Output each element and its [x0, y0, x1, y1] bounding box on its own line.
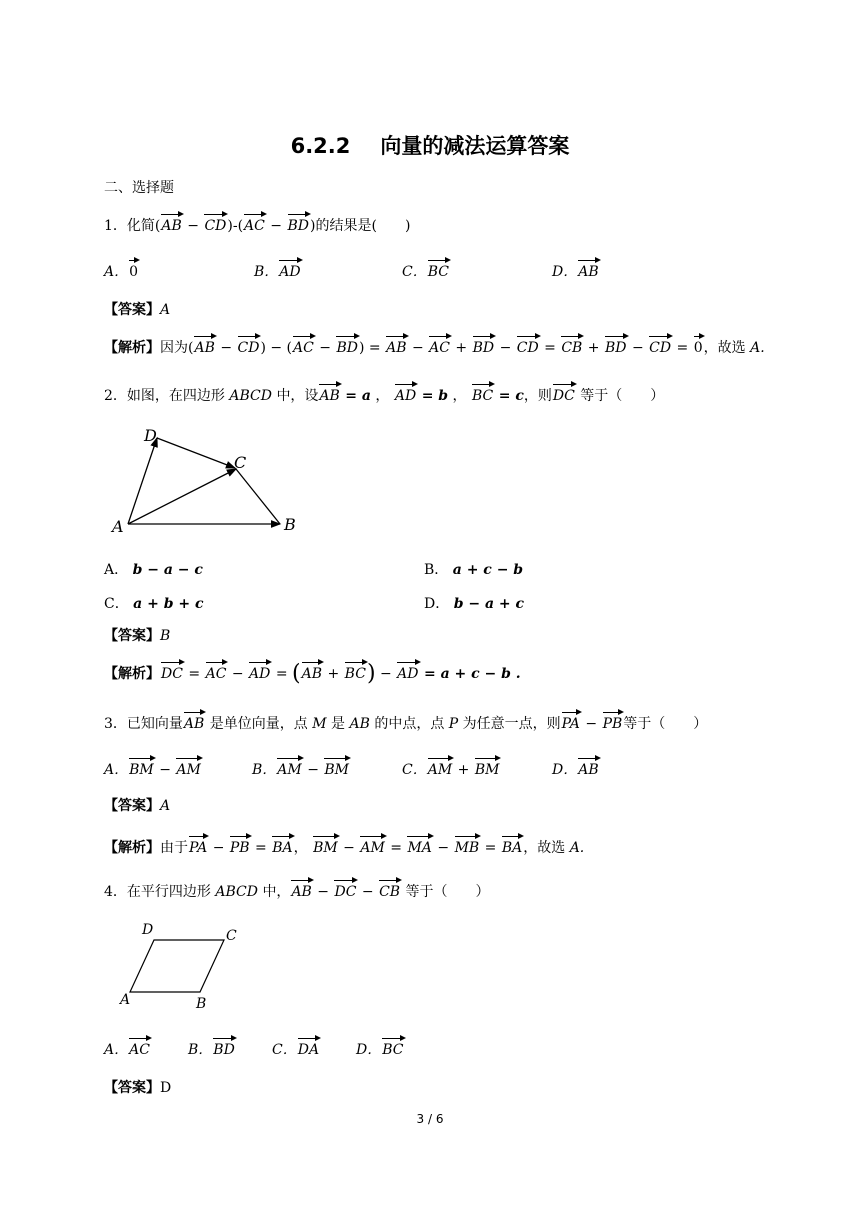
label-b: B: [196, 996, 207, 1012]
q1-option-c: C．BC: [402, 264, 449, 280]
page-title: [0, 130, 860, 160]
label-c: C: [234, 453, 247, 472]
q4-option-a: A．AC: [104, 1042, 150, 1058]
q3-option-a: A．BM − AM: [104, 762, 201, 778]
section-title: 向量的减法运算答案: [380, 134, 570, 158]
q2-answer: 【答案】B: [104, 628, 171, 644]
q4-option-b: B．BD: [188, 1042, 235, 1058]
q3-option-d: D．AB: [552, 762, 599, 778]
q4-figure: [114, 918, 250, 1012]
q3-analysis: 【解析】由于PA − PB = BA， BM − AM = MA − MB = BA，故选 A.: [104, 840, 585, 856]
q3-option-c: C．AM + BM: [402, 762, 500, 778]
q1-option-a: A．0: [104, 264, 139, 280]
q1-option-b: B．AD: [254, 264, 301, 280]
q2-analysis: 【解析】DC = AC − AD = (AB + BC) − AD = a + c − b .: [104, 661, 521, 686]
q2-option-a: A． b − a − c: [104, 562, 203, 578]
q2-option-b: B． a + c − b: [424, 562, 524, 578]
q3-option-b: B．AM − BM: [252, 762, 350, 778]
label-b: B: [284, 515, 296, 534]
label-c: C: [226, 928, 237, 944]
q3-stem: 3．已知向量AB 是单位向量，点 M 是 AB 的中点，点 P 为任意一点，则PA − PB等于（ ）: [104, 716, 708, 732]
q4-option-c: C．DA: [272, 1042, 320, 1058]
q4-answer: 【答案】D: [104, 1080, 172, 1096]
q2-option-c: C． a + b + c: [104, 596, 204, 612]
q3-answer: 【答案】A: [104, 798, 171, 814]
parallelogram-shape: [130, 940, 224, 992]
segment-cb-line: [236, 469, 280, 524]
label-a: A: [120, 992, 131, 1008]
q2-stem: 2．如图，在四边形 ABCD 中，设AB = a ， AD = b ， BC = c，则DC 等于（ ）: [104, 388, 665, 404]
q1-stem: 1．化简(AB − CD)-(AC − BD)的结果是( ): [104, 218, 411, 234]
q4-option-d: D．BC: [356, 1042, 404, 1058]
q4-stem: 4．在平行四边形 ABCD 中，AB − DC − CB 等于（ ）: [104, 884, 490, 900]
q1-analysis: 【解析】因为(AB − CD) − (AC − BD) = AB − AC + BD − CD = CB + BD − CD = 0，故选 A.: [104, 340, 765, 356]
label-d: D: [144, 426, 157, 445]
vector-dc-line: [157, 438, 235, 468]
label-a: A: [112, 517, 124, 536]
q1-answer: 【答案】A: [104, 302, 171, 318]
page-number: 3 / 6: [416, 1112, 444, 1126]
q1-option-d: D．AB: [552, 264, 599, 280]
section-number: 6.2.2: [290, 134, 351, 158]
q2-figure: [108, 424, 308, 536]
section-heading: 二、选择题: [104, 180, 174, 196]
label-d: D: [142, 922, 154, 938]
q2-option-d: D． b − a + c: [424, 596, 525, 612]
